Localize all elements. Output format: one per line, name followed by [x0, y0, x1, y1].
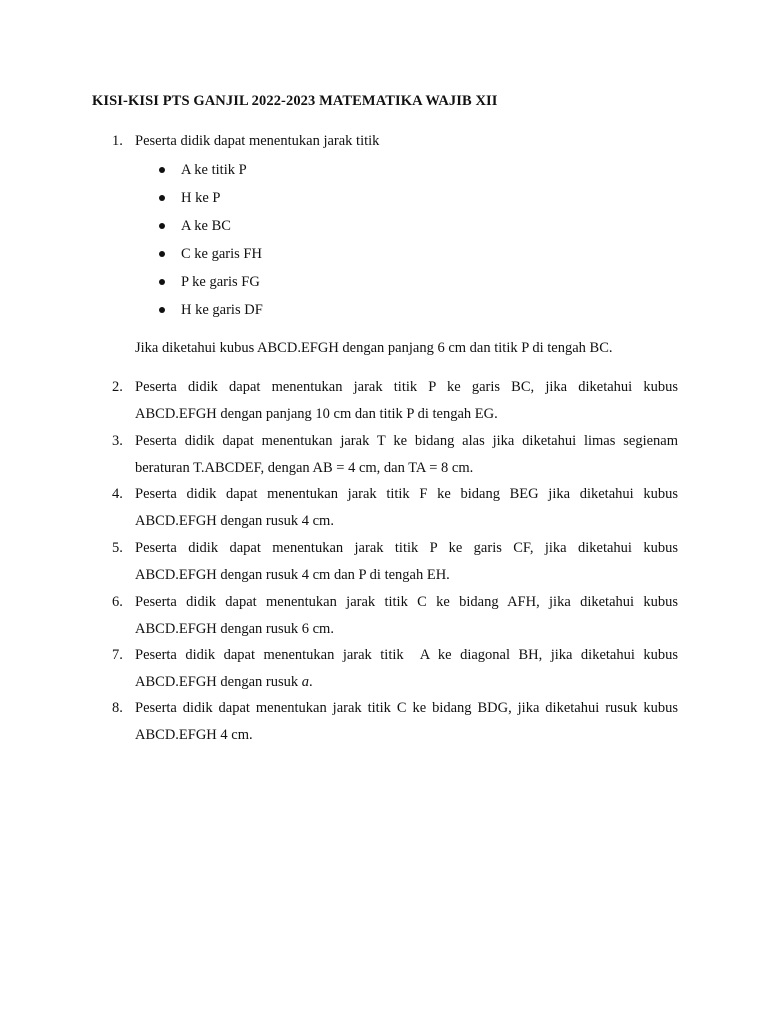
item-text-line-1: Peserta didik dapat menentukan jarak titik P ke garis BC, jika diketahui kubus	[135, 379, 678, 395]
item-1-note: Jika diketahui kubus ABCD.EFGH dengan panjang 6 cm dan titik P di tengah BC.	[135, 340, 613, 356]
list-item-8	[112, 695, 678, 749]
bullet-text: A ke BC	[181, 218, 231, 234]
bullet-item	[157, 296, 263, 324]
bullet-item	[157, 156, 263, 184]
item-text-line-1: Peserta didik dapat menentukan jarak titik F ke bidang BEG jika diketahui kubus	[135, 486, 678, 502]
item-number: 6.	[112, 594, 123, 610]
item-text-line-1: Peserta didik dapat menentukan jarak titik C ke bidang AFH, jika diketahui kubus	[135, 594, 678, 610]
item-number: 1.	[112, 133, 123, 149]
item-number: 3.	[112, 433, 123, 449]
list-item-6	[112, 589, 678, 643]
item-text-line-2: ABCD.EFGH dengan rusuk 4 cm.	[135, 513, 334, 529]
bullet-list	[157, 156, 263, 324]
item-text-line-1: Peserta didik dapat menentukan jarak titik A ke diagonal BH, jika diketahui kubus	[135, 647, 678, 663]
list-item-4	[112, 481, 678, 535]
bullet-text: H ke P	[181, 190, 221, 206]
bullet-text: C ke garis FH	[181, 246, 262, 262]
list-item-3	[112, 428, 678, 482]
page-title: KISI-KISI PTS GANJIL 2022-2023 MATEMATIKA WAJIB XII	[92, 93, 498, 109]
bullet-text: P ke garis FG	[181, 274, 260, 290]
item-text-line-1: Peserta didik dapat menentukan jarak titik P ke garis CF, jika diketahui kubus	[135, 540, 678, 556]
item-number: 2.	[112, 379, 123, 395]
bullet-dot-icon	[159, 195, 165, 201]
item-text: Peserta didik dapat menentukan jarak titik	[135, 133, 380, 149]
bullet-text: H ke garis DF	[181, 302, 263, 318]
list-item-5	[112, 535, 678, 589]
bullet-dot-icon	[159, 251, 165, 257]
variable-a: a	[301, 674, 309, 690]
list-item-2	[112, 374, 678, 428]
item-text-line-2: ABCD.EFGH dengan rusuk 4 cm dan P di tengah EH.	[135, 567, 450, 583]
item-text-prefix: ABCD.EFGH dengan rusuk	[135, 674, 302, 690]
bullet-dot-icon	[159, 167, 165, 173]
item-number: 7.	[112, 647, 123, 663]
item-text-line-2: ABCD.EFGH dengan rusuk 6 cm.	[135, 621, 334, 637]
item-text-line-2: ABCD.EFGH dengan panjang 10 cm dan titik P di tengah EG.	[135, 406, 498, 422]
bullet-item	[157, 268, 263, 296]
item-text-line-2	[135, 669, 678, 696]
bullet-dot-icon	[159, 307, 165, 313]
list-item-1	[112, 128, 678, 155]
item-number: 8.	[112, 700, 123, 716]
bullet-dot-icon	[159, 279, 165, 285]
item-number: 5.	[112, 540, 123, 556]
item-text-suffix: .	[309, 674, 313, 690]
bullet-item	[157, 212, 263, 240]
item-text-line-1: Peserta didik dapat menentukan jarak T ke bidang alas jika diketahui limas segienam	[135, 433, 678, 449]
item-text-line-2: ABCD.EFGH 4 cm.	[135, 727, 253, 743]
bullet-item	[157, 240, 263, 268]
item-text-line-2: beraturan T.ABCDEF, dengan AB = 4 cm, dan TA = 8 cm.	[135, 460, 474, 476]
bullet-text: A ke titik P	[181, 162, 247, 178]
list-item-7	[112, 642, 678, 696]
bullet-item	[157, 184, 263, 212]
item-text-line-1: Peserta didik dapat menentukan jarak titik C ke bidang BDG, jika diketahui rusuk kubus	[135, 700, 678, 716]
item-number: 4.	[112, 486, 123, 502]
bullet-dot-icon	[159, 223, 165, 229]
